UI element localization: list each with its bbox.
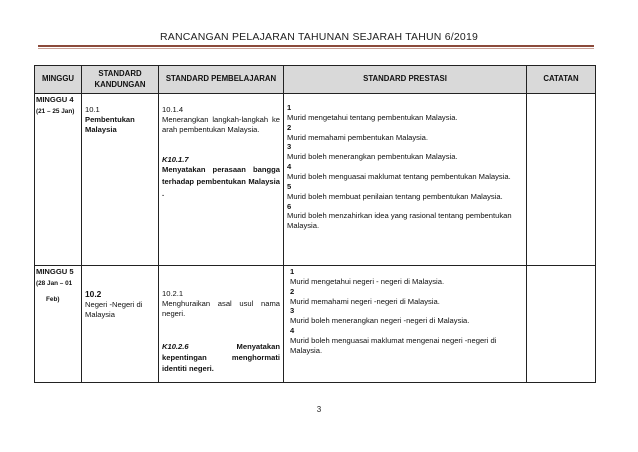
header-minggu: MINGGU — [35, 66, 82, 94]
prestasi-level: 1 — [287, 103, 292, 112]
prestasi-text: Murid memahami pembentukan Malaysia. — [287, 132, 428, 142]
header-standard-prestasi: STANDARD PRESTASI — [284, 66, 527, 94]
week-cell — [35, 94, 82, 266]
kandungan-text: Negeri -Negeri di Malaysia — [85, 299, 143, 319]
week-cell — [35, 266, 82, 383]
pembelajaran-code: 10.2.1 — [162, 289, 184, 298]
prestasi-text: Murid boleh membuat penilaian tentang pembentukan Malaysia. — [287, 191, 503, 201]
prestasi-text: Murid boleh menguasai maklumat mengenai negeri -negeri di Malaysia. — [290, 336, 497, 355]
catatan-cell — [527, 266, 596, 383]
standard-kandungan-cell — [82, 94, 159, 266]
table-row — [35, 94, 596, 266]
prestasi-text: Murid boleh menerangkan pembentukan Malaysia. — [287, 152, 458, 162]
prestasi-level: 6 — [287, 201, 292, 211]
week-range-end: Feb) — [46, 296, 60, 304]
prestasi-level: 3 — [290, 306, 295, 316]
table-header-row — [35, 66, 596, 94]
week-title: MINGGU 5 — [36, 267, 74, 276]
week-range: (28 Jan – 01 — [36, 279, 73, 287]
pembelajaran-code: 10.1.4 — [162, 105, 184, 114]
week-title: MINGGU 4 — [36, 95, 74, 104]
title-underline — [38, 45, 594, 47]
page-number: 3 — [316, 405, 322, 414]
standard-kandungan-cell — [82, 266, 159, 383]
catatan-cell — [527, 94, 596, 266]
k-code: K10.2.6 — [162, 341, 189, 351]
kandungan-text: Pembentukan Malaysia — [85, 114, 135, 134]
table-row — [35, 266, 596, 383]
k-code: K10.1.7 — [162, 154, 189, 164]
standard-pembelajaran-cell — [159, 94, 284, 266]
prestasi-level: 2 — [287, 122, 292, 132]
lesson-plan-table — [34, 65, 596, 383]
k-text: Menyatakan kepentingan menghormati identiti negeri. — [162, 341, 280, 373]
prestasi-level: 3 — [287, 142, 292, 152]
prestasi-text: Murid mengetahui tentang pembentukan Malaysia. — [287, 112, 458, 122]
kandungan-code: 10.1 — [85, 105, 100, 114]
prestasi-level: 5 — [287, 181, 292, 191]
prestasi-text: Murid boleh menguasai maklumat tentang pembentukan Malaysia. — [287, 172, 511, 182]
prestasi-level: 4 — [290, 326, 295, 336]
standard-prestasi-cell — [284, 266, 527, 383]
prestasi-level: 1 — [290, 267, 295, 276]
document-title: RANCANGAN PELAJARAN TAHUNAN SEJARAH TAHUN 6/2019 — [159, 31, 479, 43]
prestasi-text: Murid mengetahui negeri - negeri di Malaysia. — [290, 276, 445, 286]
week-range: (21 – 25 Jan) — [36, 107, 75, 115]
pembelajaran-text: Menerangkan langkah-langkah ke arah pembentukan Malaysia. — [162, 114, 280, 134]
standard-pembelajaran-cell — [159, 266, 284, 383]
prestasi-level: 4 — [287, 162, 292, 172]
header-standard-kandungan: STANDARD KANDUNGAN — [82, 66, 159, 94]
pembelajaran-text: Menghuraikan asal usul nama negeri. — [162, 298, 280, 318]
k-text: Menyatakan perasaan bangga terhadap pembentukan Malaysia . — [162, 165, 280, 198]
prestasi-level: 2 — [290, 286, 295, 296]
header-standard-pembelajaran: STANDARD PEMBELAJARAN — [159, 66, 284, 94]
standard-prestasi-cell — [284, 94, 527, 266]
prestasi-text: Murid boleh menerangkan negeri -negeri di Malaysia. — [290, 316, 470, 326]
header-catatan: CATATAN — [527, 66, 596, 94]
prestasi-text: Murid boleh menzahirkan idea yang rasional tentang pembentukan Malaysia. — [287, 211, 512, 231]
kandungan-code: 10.2 — [85, 289, 102, 299]
prestasi-text: Murid memahami negeri -negeri di Malaysia. — [290, 296, 440, 306]
title-underline-thin — [38, 48, 594, 49]
